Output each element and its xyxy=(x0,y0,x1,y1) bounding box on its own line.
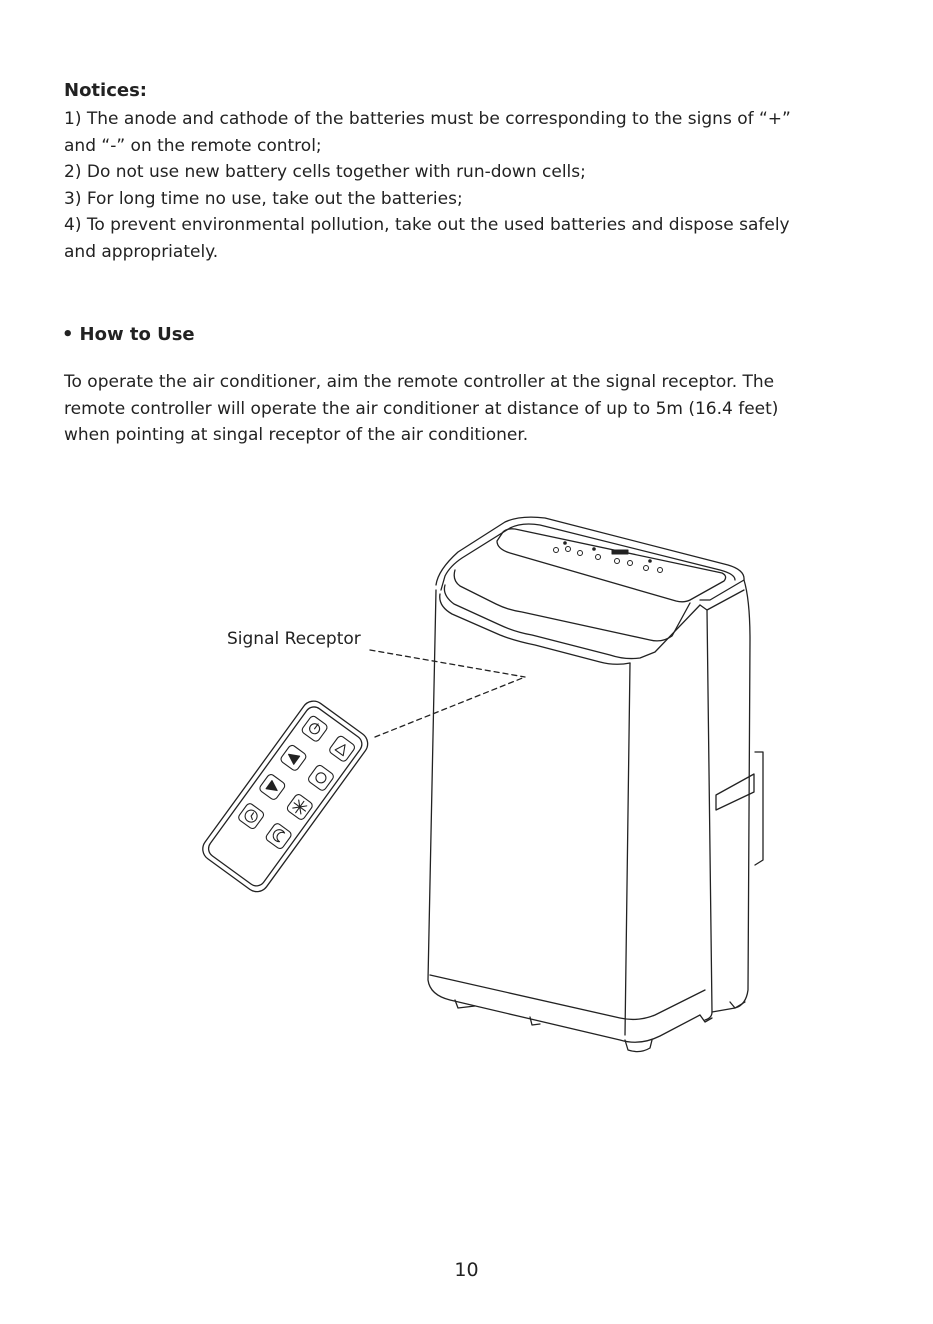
notices-title: Notices: xyxy=(64,80,147,101)
up-arrow-icon xyxy=(279,744,307,772)
page-number: 10 xyxy=(454,1259,479,1281)
bullet-icon: • xyxy=(62,324,74,345)
paragraph-line: when pointing at singal receptor of the air conditioner. xyxy=(64,425,529,445)
mode-icon xyxy=(328,735,356,763)
notices-line: 3) For long time no use, take out the batteries; xyxy=(64,188,463,209)
how-to-use-heading xyxy=(62,322,892,348)
how-to-use-paragraph xyxy=(64,369,894,449)
paragraph-line: remote controller will operate the air conditioner at distance of up to 5m (16.4 feet) xyxy=(64,398,779,419)
circle-icon xyxy=(307,764,335,792)
how-to-use-title: How to Use xyxy=(79,324,195,345)
timer-icon xyxy=(237,802,265,830)
notices-line: 1) The anode and cathode of the batteries must be corresponding to the signs of “+” xyxy=(64,109,791,129)
down-arrow-icon xyxy=(258,773,286,801)
fan-icon xyxy=(286,793,314,821)
signal-receptor-label: Signal Receptor xyxy=(227,629,361,649)
paragraph-line: To operate the air conditioner, aim the remote controller at the signal receptor. The xyxy=(64,372,775,392)
sleep-icon xyxy=(265,822,293,850)
notices-line: 2) Do not use new battery cells together with run-down cells; xyxy=(64,162,586,182)
notices-section xyxy=(64,78,894,265)
notices-line: and “-” on the remote control; xyxy=(64,135,322,156)
power-icon xyxy=(301,715,329,743)
signal-path-lines xyxy=(370,650,525,737)
notices-line: 4) To prevent environmental pollution, take out the used batteries and dispose safely xyxy=(64,215,790,235)
air-conditioner-unit xyxy=(428,517,763,1052)
notices-line: and appropriately. xyxy=(64,241,219,262)
remote-control xyxy=(200,696,372,896)
air-conditioner-illustration xyxy=(200,500,780,1070)
